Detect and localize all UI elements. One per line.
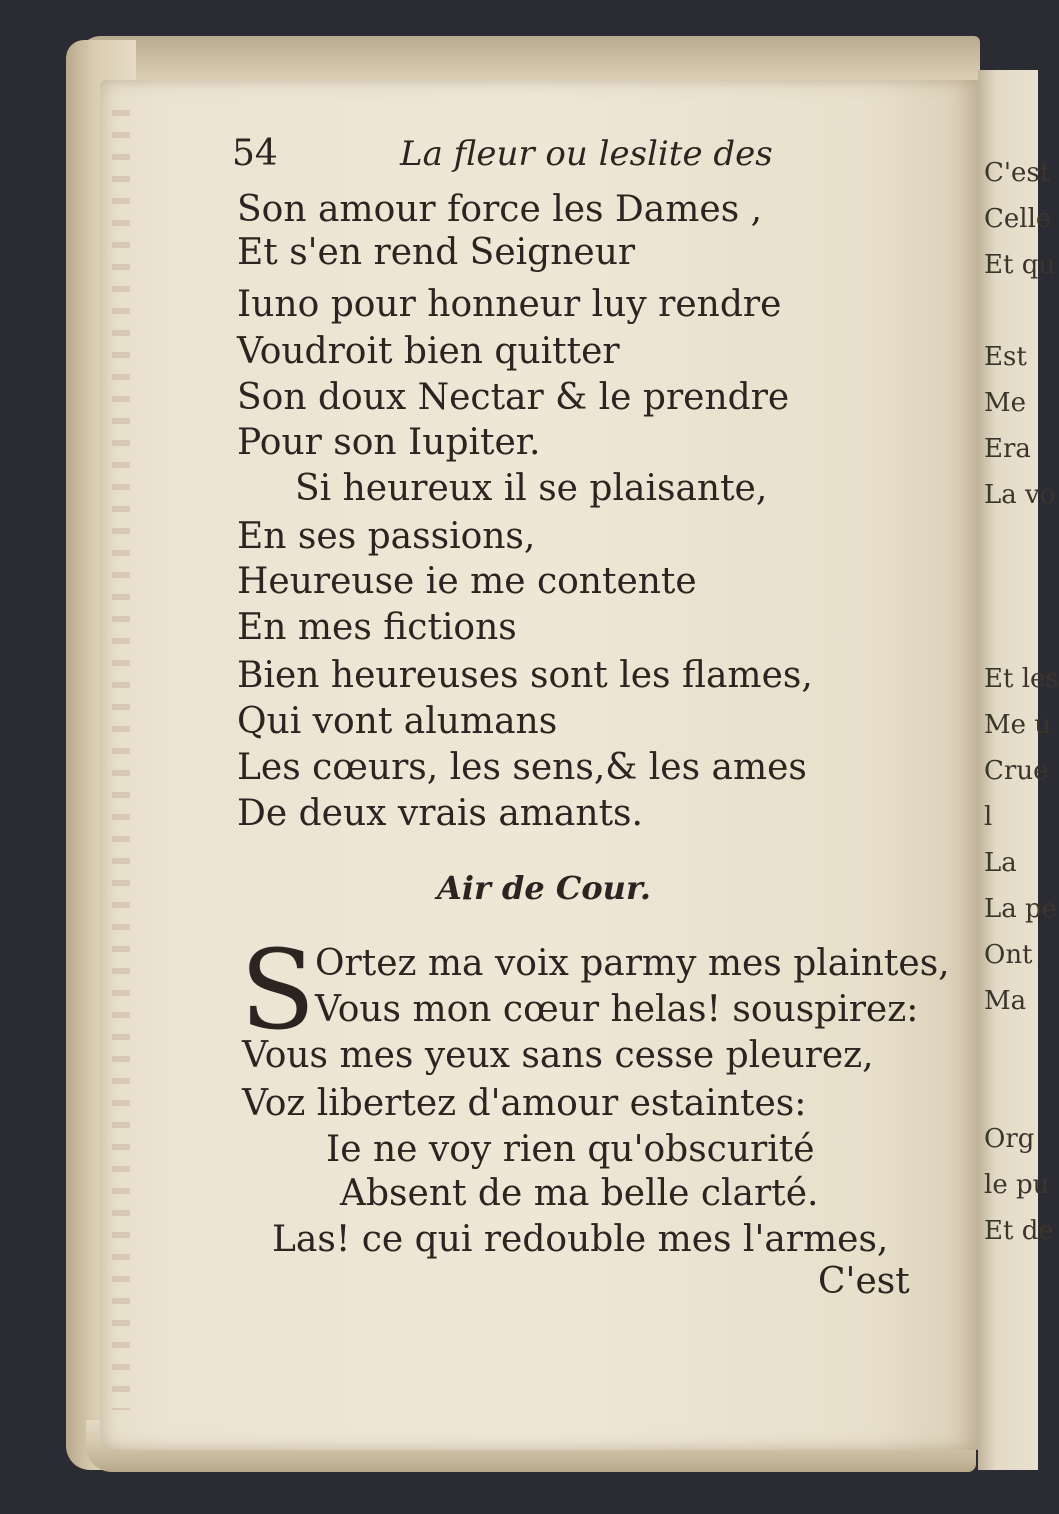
poem-one-line: En mes fictions <box>237 607 517 648</box>
facing-page-fragment: Ma <box>984 986 1027 1016</box>
facing-page-fragment: Org <box>984 1124 1035 1154</box>
facing-page-fragment: La pe <box>984 894 1058 924</box>
facing-page-fragment: C'est <box>984 158 1051 188</box>
poem-one-line: Son amour force les Dames , <box>237 189 763 230</box>
poem-one-line: Pour son Iupiter. <box>237 422 541 463</box>
facing-page-fragment: La vo <box>984 480 1056 510</box>
poem-one-line: Iuno pour honneur luy rendre <box>237 284 782 325</box>
facing-page-fragment: l <box>984 802 993 832</box>
poem-one-line: Bien heureuses sont les flames, <box>237 655 813 696</box>
poem-two-line: Absent de ma belle clarté. <box>340 1173 819 1214</box>
facing-page-fragment: Et les <box>984 664 1059 694</box>
facing-page-fragment: Crue <box>984 756 1049 786</box>
poem-one-line: Son doux Nectar & le prendre <box>237 377 790 418</box>
catchword: C'est <box>818 1261 910 1302</box>
facing-page-fragment: Ont <box>984 940 1033 970</box>
facing-page-fragment: le pu <box>984 1170 1050 1200</box>
poem-one-line: En ses passions, <box>237 516 536 557</box>
facing-page-fragment: Me <box>984 388 1027 418</box>
poem-two-line: Vous mon cœur helas! souspirez: <box>315 989 919 1030</box>
facing-page-fragment: Et qu <box>984 250 1056 280</box>
poem-one-line: Voudroit bien quitter <box>237 331 620 372</box>
poem-two-line: Vous mes yeux sans cesse pleurez, <box>242 1035 874 1076</box>
poem-one-line: Et s'en rend Seigneur <box>237 232 636 273</box>
section-title: Air de Cour. <box>437 869 651 907</box>
poem-two-line: Voz libertez d'amour estaintes: <box>242 1083 807 1124</box>
poem-one-line: De deux vrais amants. <box>237 793 643 834</box>
running-head: La fleur ou leslite des <box>400 134 773 174</box>
facing-page-fragment: Celle <box>984 204 1052 234</box>
facing-page-fragment: La <box>984 848 1017 878</box>
poem-one-line: Qui vont alumans <box>237 701 558 742</box>
facing-page-fragment: Et de <box>984 1216 1054 1246</box>
facing-page-fragment: Me u <box>984 710 1052 740</box>
poem-two-line: Ortez ma voix parmy mes plaintes, <box>315 943 950 984</box>
drop-cap: S <box>240 926 316 1054</box>
poem-two-line: Las! ce qui redouble mes l'armes, <box>272 1219 889 1260</box>
poem-one-line: Les cœurs, les sens,& les ames <box>237 747 807 788</box>
poem-two-line: Ie ne voy rien qu'obscurité <box>326 1129 815 1170</box>
facing-page-fragment: Est <box>984 342 1027 372</box>
poem-one-line: Si heureux il se plaisante, <box>295 468 768 509</box>
poem-one-line: Heureuse ie me contente <box>237 561 697 602</box>
facing-page-fragment: Era <box>984 434 1031 464</box>
page-number: 54 <box>232 133 278 174</box>
